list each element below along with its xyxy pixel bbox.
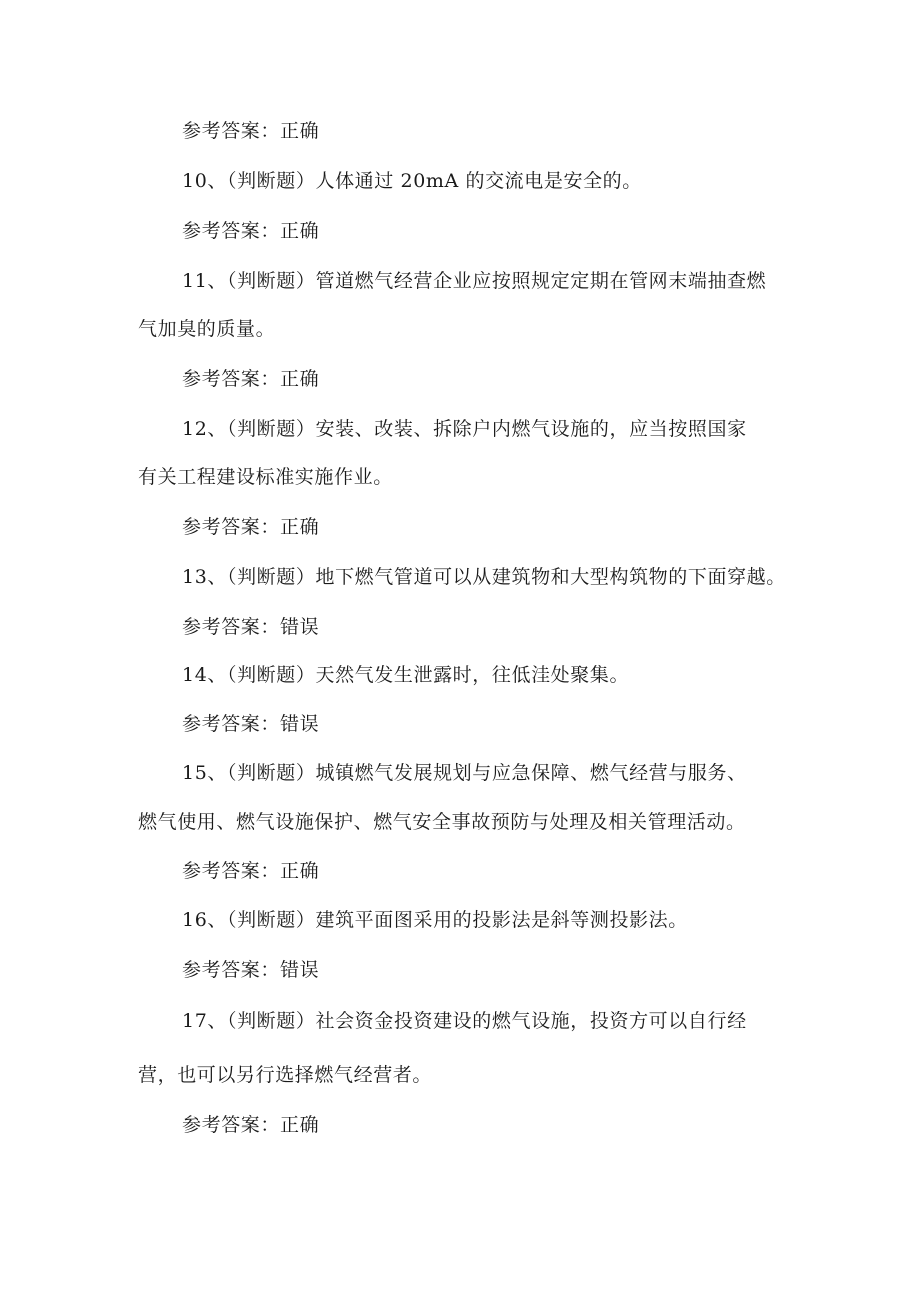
- question-15: 15、（判断题）城镇燃气发展规划与应急保障、燃气经营与服务、: [182, 762, 747, 784]
- question-13: 13、（判断题）地下燃气管道可以从建筑物和大型构筑物的下面穿越。: [182, 566, 786, 588]
- answer-line: 参考答案：正确: [182, 368, 320, 390]
- answer-line: 参考答案：正确: [182, 516, 320, 538]
- question-12: 12、（判断题）安装、改装、拆除户内燃气设施的，应当按照国家: [182, 418, 747, 440]
- question-10: 10、（判断题）人体通过 20mA 的交流电是安全的。: [182, 170, 642, 192]
- question-17: 17、（判断题）社会资金投资建设的燃气设施，投资方可以自行经: [182, 1010, 747, 1032]
- answer-line: 参考答案：正确: [182, 120, 320, 142]
- answer-line: 参考答案：正确: [182, 220, 320, 242]
- answer-line: 参考答案：正确: [182, 1114, 320, 1136]
- question-14: 14、（判断题）天然气发生泄露时，往低洼处聚集。: [182, 664, 630, 686]
- question-11-cont: 气加臭的质量。: [138, 318, 276, 340]
- question-16: 16、（判断题）建筑平面图采用的投影法是斜等测投影法。: [182, 909, 688, 931]
- answer-line: 参考答案：错误: [182, 713, 320, 735]
- question-12-cont: 有关工程建设标准实施作业。: [138, 466, 393, 488]
- question-17-cont: 营，也可以另行选择燃气经营者。: [138, 1064, 433, 1086]
- answer-line: 参考答案：正确: [182, 860, 320, 882]
- answer-line: 参考答案：错误: [182, 616, 320, 638]
- answer-line: 参考答案：错误: [182, 959, 320, 981]
- question-11: 11、（判断题）管道燃气经营企业应按照规定定期在管网末端抽查燃: [182, 270, 767, 292]
- question-15-cont: 燃气使用、燃气设施保护、燃气安全事故预防与处理及相关管理活动。: [138, 811, 746, 833]
